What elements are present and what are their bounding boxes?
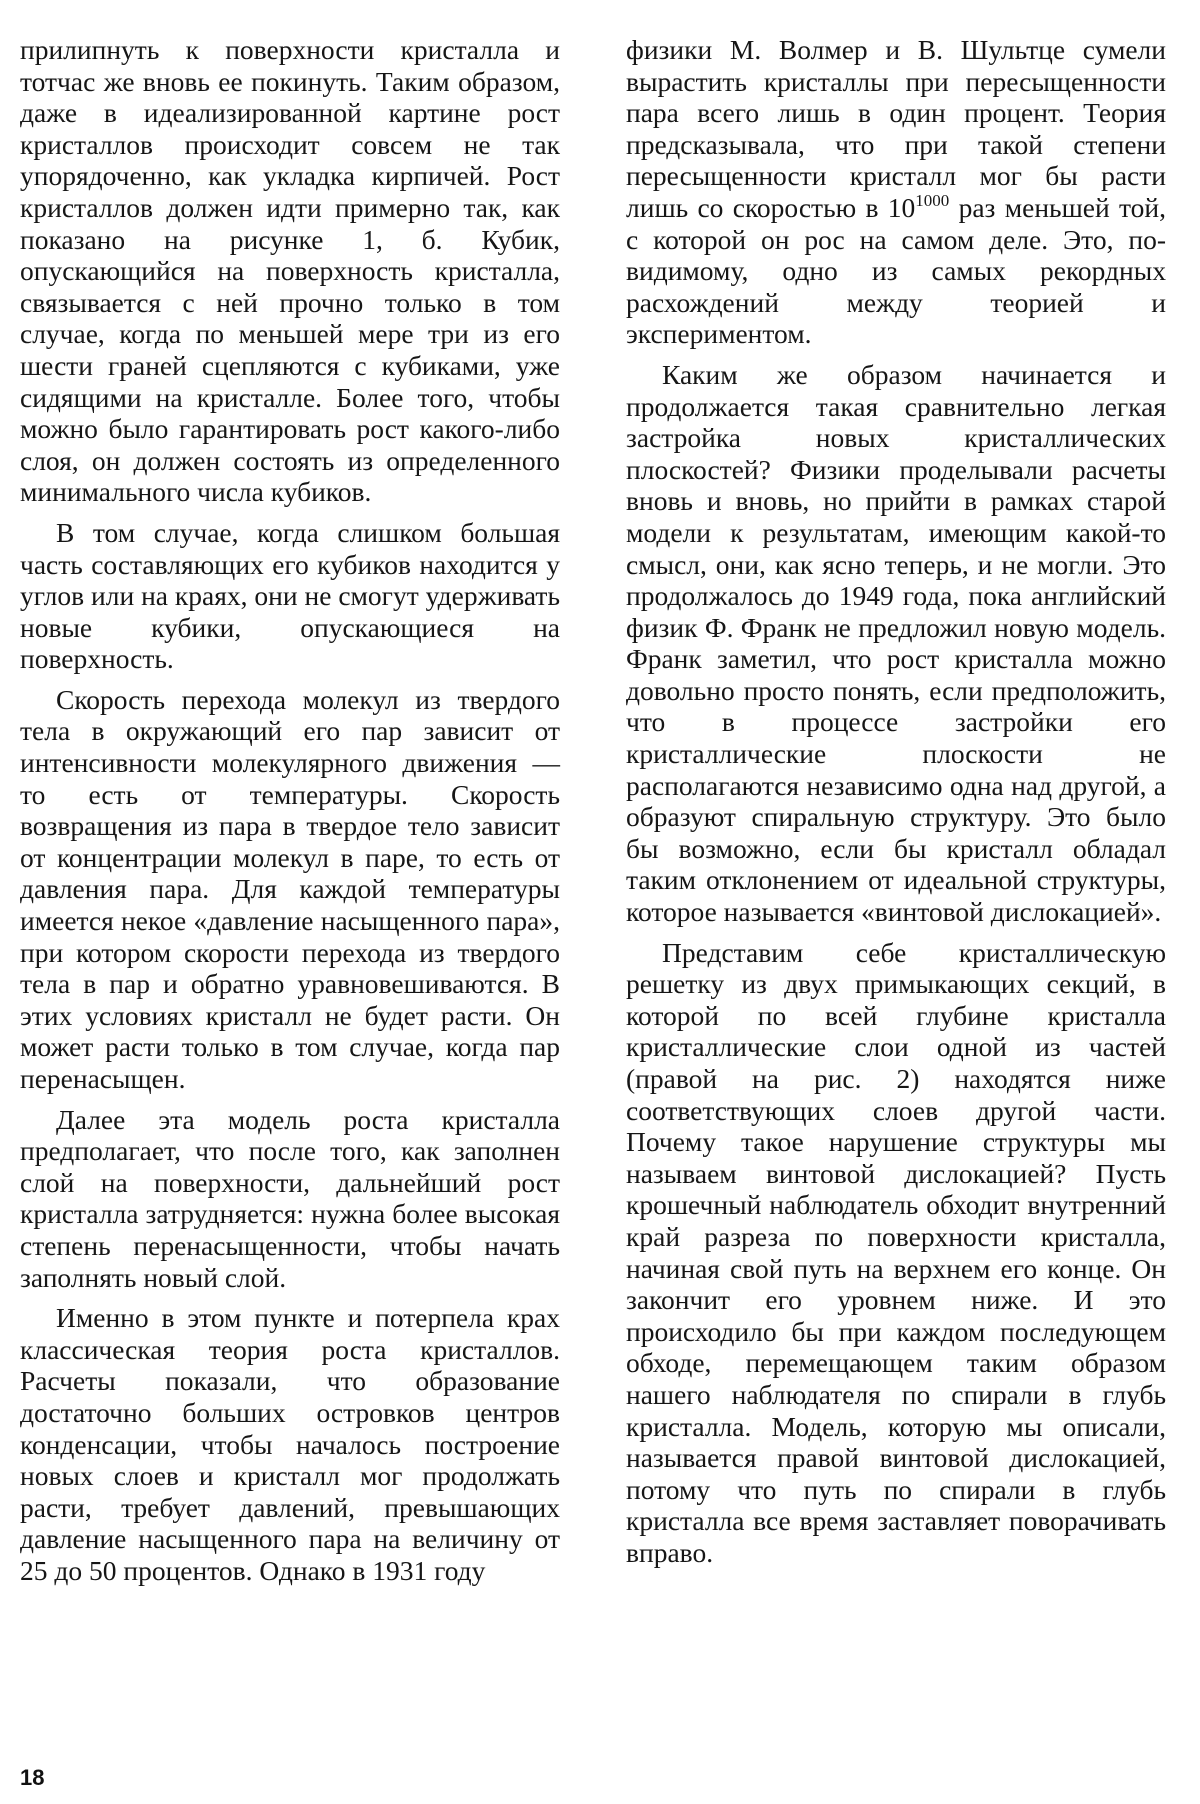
power-base: 10	[887, 191, 916, 223]
left-column	[20, 34, 560, 1596]
text-span: раз меньшей той, с которой он рос на самом деле. Это, по-видимому, одно из самых рекордных расхождений между теорией и экспериментом.	[626, 191, 1167, 350]
right-column	[626, 34, 1166, 1578]
paragraph-with-formula	[626, 34, 1166, 350]
page-number: 18	[20, 1765, 45, 1790]
paragraph: Представим себе кристаллическую решетку из двух примыкающих секций, в которой по всей глубине кристалла кристаллические слои одной из частей (правой на рис. 2) находятся ниже соответствующих слоев другой части. Почему такое нарушение структуры мы называем винтовой дислокацией? Пусть крошечный наблюдатель обходит внутренний край разреза по поверхности кристалла, начиная свой путь на верхнем его конце. Он закончит его уровнем ниже. И это происходило бы при каждом последующем обходе, перемещающем таким образом нашего наблюдателя по спирали в глубь кристалла. Модель, которую мы описали, называется правой винтовой дислокацией, потому что путь по спирали в глубь кристалла все время заставляет поворачивать вправо.	[626, 936, 1166, 1568]
paragraph: Скорость перехода молекул из твердого тела в окружающий его пар зависит от интенсивности молекулярного движения — то есть от температуры. Скорость возвращения из пара в твердое тело зависит от концентрации молекул в паре, то есть от давления пара. Для каждой температуры имеется некое «давление насыщенного пара», при котором скорости перехода из твердого тела в пар и обратно уравновешиваются. В этих условиях кристалл не будет расти. Он может расти только в том случае, когда пар перенасыщен.	[20, 683, 560, 1094]
text-span: физики М. Волмер и В. Шультце сумели вырастить кристаллы при пересыщенности пара всего лишь в один процент. Теория предсказывала, что при такой степени пересыщенности кристалл мог бы расти лишь со скоростью в	[626, 34, 1166, 223]
paragraph: прилипнуть к поверхности кристалла и тотчас же вновь ее покинуть. Таким образом, даже в идеализированной картине рост кристаллов происходит совсем не так упорядоченно, как укладка кирпичей. Рост кристаллов должен идти примерно так, как показано на рисунке 1, б. Кубик, опускающийся на поверхность кристалла, связывается с ней прочно только в том случае, когда по меньшей мере три из его шести граней сцепляются с кубиками, уже сидящими на кристалле. Более того, чтобы можно было гарантировать рост какого-либо слоя, он должен состоять из определенного минимального числа кубиков.	[20, 34, 560, 508]
paragraph: Далее эта модель роста кристалла предполагает, что после того, как заполнен слой на поверхности, дальнейший рост кристалла затрудняется: нужна более высокая степень перенасыщенности, чтобы начать заполнять новый слой.	[20, 1103, 560, 1293]
paragraph: Каким же образом начинается и продолжается такая сравнительно легкая застройка новых кристаллических плоскостей? Физики проделывали расчеты вновь и вновь, но прийти в рамках старой модели к результатам, имеющим какой-то смысл, они, как ясно теперь, и не могли. Это продолжалось до 1949 года, пока английский физик Ф. Франк не предложил новую модель. Франк заметил, что рост кристалла можно довольно просто понять, если предположить, что в процессе застройки его кристаллические плоскости не располагаются независимо одна над другой, а образуют спиральную структуру. Это было бы возможно, если бы кристалл обладал таким отклонением от идеальной структуры, которое называется «винтовой дислокацией».	[626, 358, 1166, 928]
power-exponent: 1000	[915, 190, 950, 210]
paragraph: В том случае, когда слишком большая часть составляющих его кубиков находится у углов или на краях, они не смогут удерживать новые кубики, опускающиеся на поверхность.	[20, 516, 560, 675]
paragraph: Именно в этом пункте и потерпела крах классическая теория роста кристаллов. Расчеты показали, что образование достаточно больших островков центров конденсации, чтобы началось построение новых слоев и кристалл мог продолжать расти, требует давлений, превышающих давление насыщенного пара на величину от 25 до 50 процентов. Однако в 1931 году	[20, 1302, 560, 1586]
